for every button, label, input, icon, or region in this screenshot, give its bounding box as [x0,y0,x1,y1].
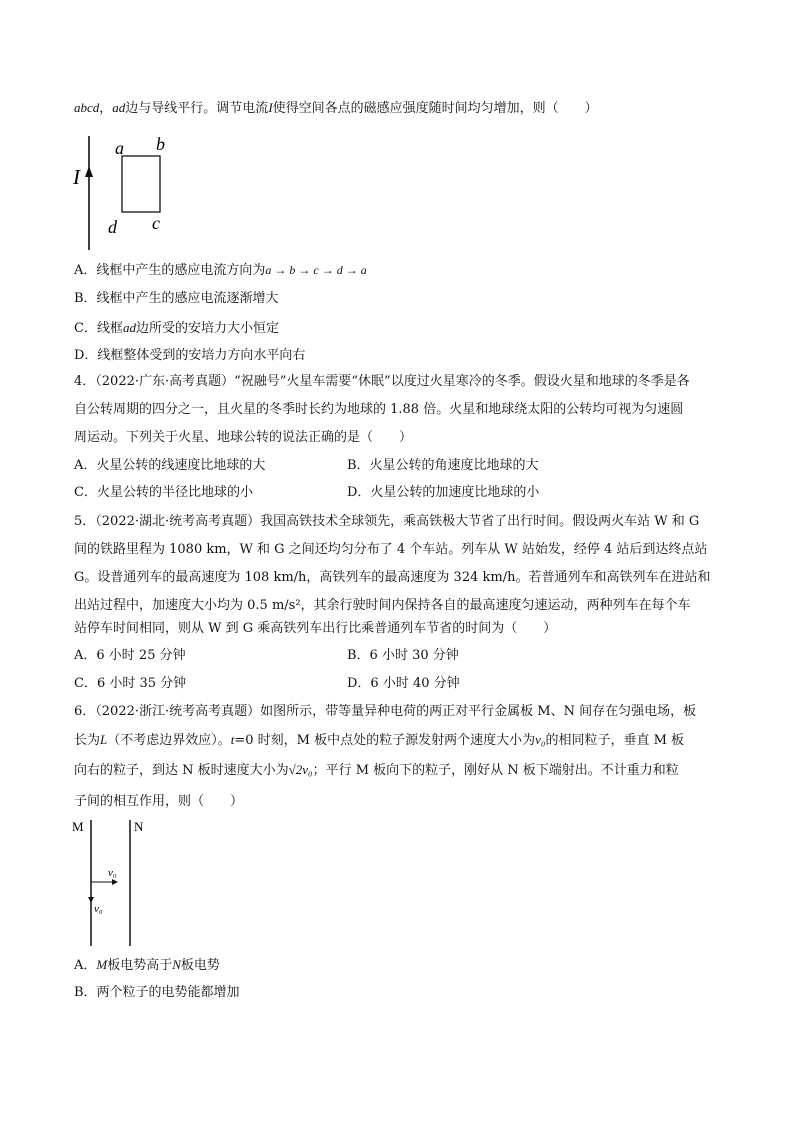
q4-line-2: 自公转周期的四分之一，且火星的冬季时长约为地球的 1.88 倍。火星和地球绕太阳的公转均可视为匀速圆 [74,402,684,417]
q4-line-1: 4．（2022·广东·高考真题）“祝融号”火星车需要“休眠”以度过火星寒冷的冬季。假设火星和地球的冬季是各 [74,374,690,389]
q4-option-b: B．火星公转的角速度比地球的大 [347,458,539,473]
q6-symbol-t: t [230,732,235,747]
q3-option-a-math: a → b → c → d → a [265,263,367,277]
q6-symbol-l: L [100,732,108,747]
q6-line-2-mid: （不考虑边界效应）。 [107,733,231,748]
q6-option-a [74,956,220,975]
q6-symbol-sqrt2v0: √2v₀ [288,762,313,777]
q6-line-3 [74,761,679,780]
q3-option-d [74,347,305,365]
q6-symbol-v0: v₀ [535,732,546,747]
q6-figure [70,817,160,949]
fig-label-v0-right: v₀ [108,867,117,879]
q3-intro [74,99,598,118]
q5-option-b: B．6 小时 30 分钟 [347,648,459,663]
q6-option-b: B．两个粒子的电势能都增加 [74,985,240,1000]
q3-option-b-text: B．线框中产生的感应电流逐渐增大 [74,291,279,306]
q3-option-b [74,290,279,308]
q3-intro-tail: 使得空间各点的磁感应强度随时间均匀增加，则（ ） [272,101,598,116]
q5-line-4: 出站过程中，加速度大小均为 0.5 m/s²，其余行驶时间内保持各自的最高速度匀速运动，两种列车在每个车 [74,598,691,613]
q3-intro-sep: ， [99,101,113,116]
q6-option-a-post: 板电势 [180,958,220,973]
fig-label-n: N [134,819,144,834]
q6-option-a-n: N [172,957,181,972]
q6-line-3-tail: ；平行 M 板向下的粒子，刚好从 N 板下端射出。不计重力和粒 [312,763,679,778]
q6-line-3-pre: 向右的粒子，到达 N 板时速度大小为 [74,763,289,778]
q6-option-a-m: M [96,957,108,972]
current-arrow-icon [85,166,93,177]
coil-frame [122,156,160,212]
q3-option-d-text: D．线框整体受到的安培力方向水平向右 [74,348,306,363]
q5-option-c: C．6 小时 35 分钟 [74,676,187,691]
fig-label-m: M [72,819,84,834]
q4-option-a: A．火星公转的线速度比地球的大 [74,458,266,473]
q6-line-2-pre: 长为 [74,733,101,748]
q3-option-a-text: A．线框中产生的感应电流方向为 [74,263,266,278]
q6-line-4: 子间的相互作用，则（ ） [74,794,244,809]
q6-option-a-label: A． [74,958,97,973]
q6-line-2 [74,731,684,750]
q5-line-3: G。设普通列车的最高速度为 108 km/h，高铁列车的最高速度为 324 km/h。若普通列车和高铁列车在进站和 [74,570,711,585]
fig-label-b: b [156,134,165,154]
fig-label-c: c [152,213,160,233]
q3-intro-math: abcd [74,100,100,115]
q3-intro-rest: 边与导线平行。调节电流 [125,101,269,116]
q5-option-d: D．6 小时 40 分钟 [347,676,460,691]
q5-line-2: 间的铁路里程为 1080 km，W 和 G 之间还均匀分布了 4 个车站。列车从 W 站始发，经停 4 站后到达终点站 [74,542,708,557]
q3-intro-i: I [268,100,273,115]
q4-line-3: 周运动。下列关于火星、地球公转的说法正确的是（ ） [74,430,413,445]
q3-option-c-text: C．线框 [74,321,123,336]
fig-label-v0-down: v₀ [94,903,103,915]
fig-label-current: I [73,165,80,189]
q3-intro-math2: ad [112,100,126,115]
q3-option-c-post: 边所受的安培力大小恒定 [135,321,279,336]
q3-figure [70,134,180,256]
q4-option-c: C．火星公转的半径比地球的小 [74,485,253,500]
fig-label-d: d [108,217,117,237]
q6-line-2-tail: 的相同粒子，垂直 M 板 [545,733,685,748]
q5-option-a: A．6 小时 25 分钟 [74,648,186,663]
q3-option-c-math: ad [122,320,136,335]
q6-line-2-rest: =0 时刻，M 板中点处的粒子源发射两个速度大小为 [234,733,536,748]
q3-option-a [74,261,367,280]
arrow-right-icon [112,879,118,885]
q5-line-1: 5．（2022·湖北·统考高考真题）我国高铁技术全球领先，乘高铁极大节省了出行时间。假设两火车站 W 和 G [74,514,700,529]
q3-option-c [74,319,279,338]
q5-line-5: 站停车时间相同，则从 W 到 G 乘高铁列车出行比乘普通列车节省的时间为（ ） [74,621,557,636]
q4-option-d: D．火星公转的加速度比地球的小 [347,485,540,500]
q6-option-a-mid: 板电势高于 [107,958,173,973]
fig-label-a: a [115,138,124,158]
q6-line-1: 6．（2022·浙江·统考高考真题）如图所示，带等量异种电荷的两正对平行金属板 M、N 间存在匀强电场，板 [74,704,697,719]
